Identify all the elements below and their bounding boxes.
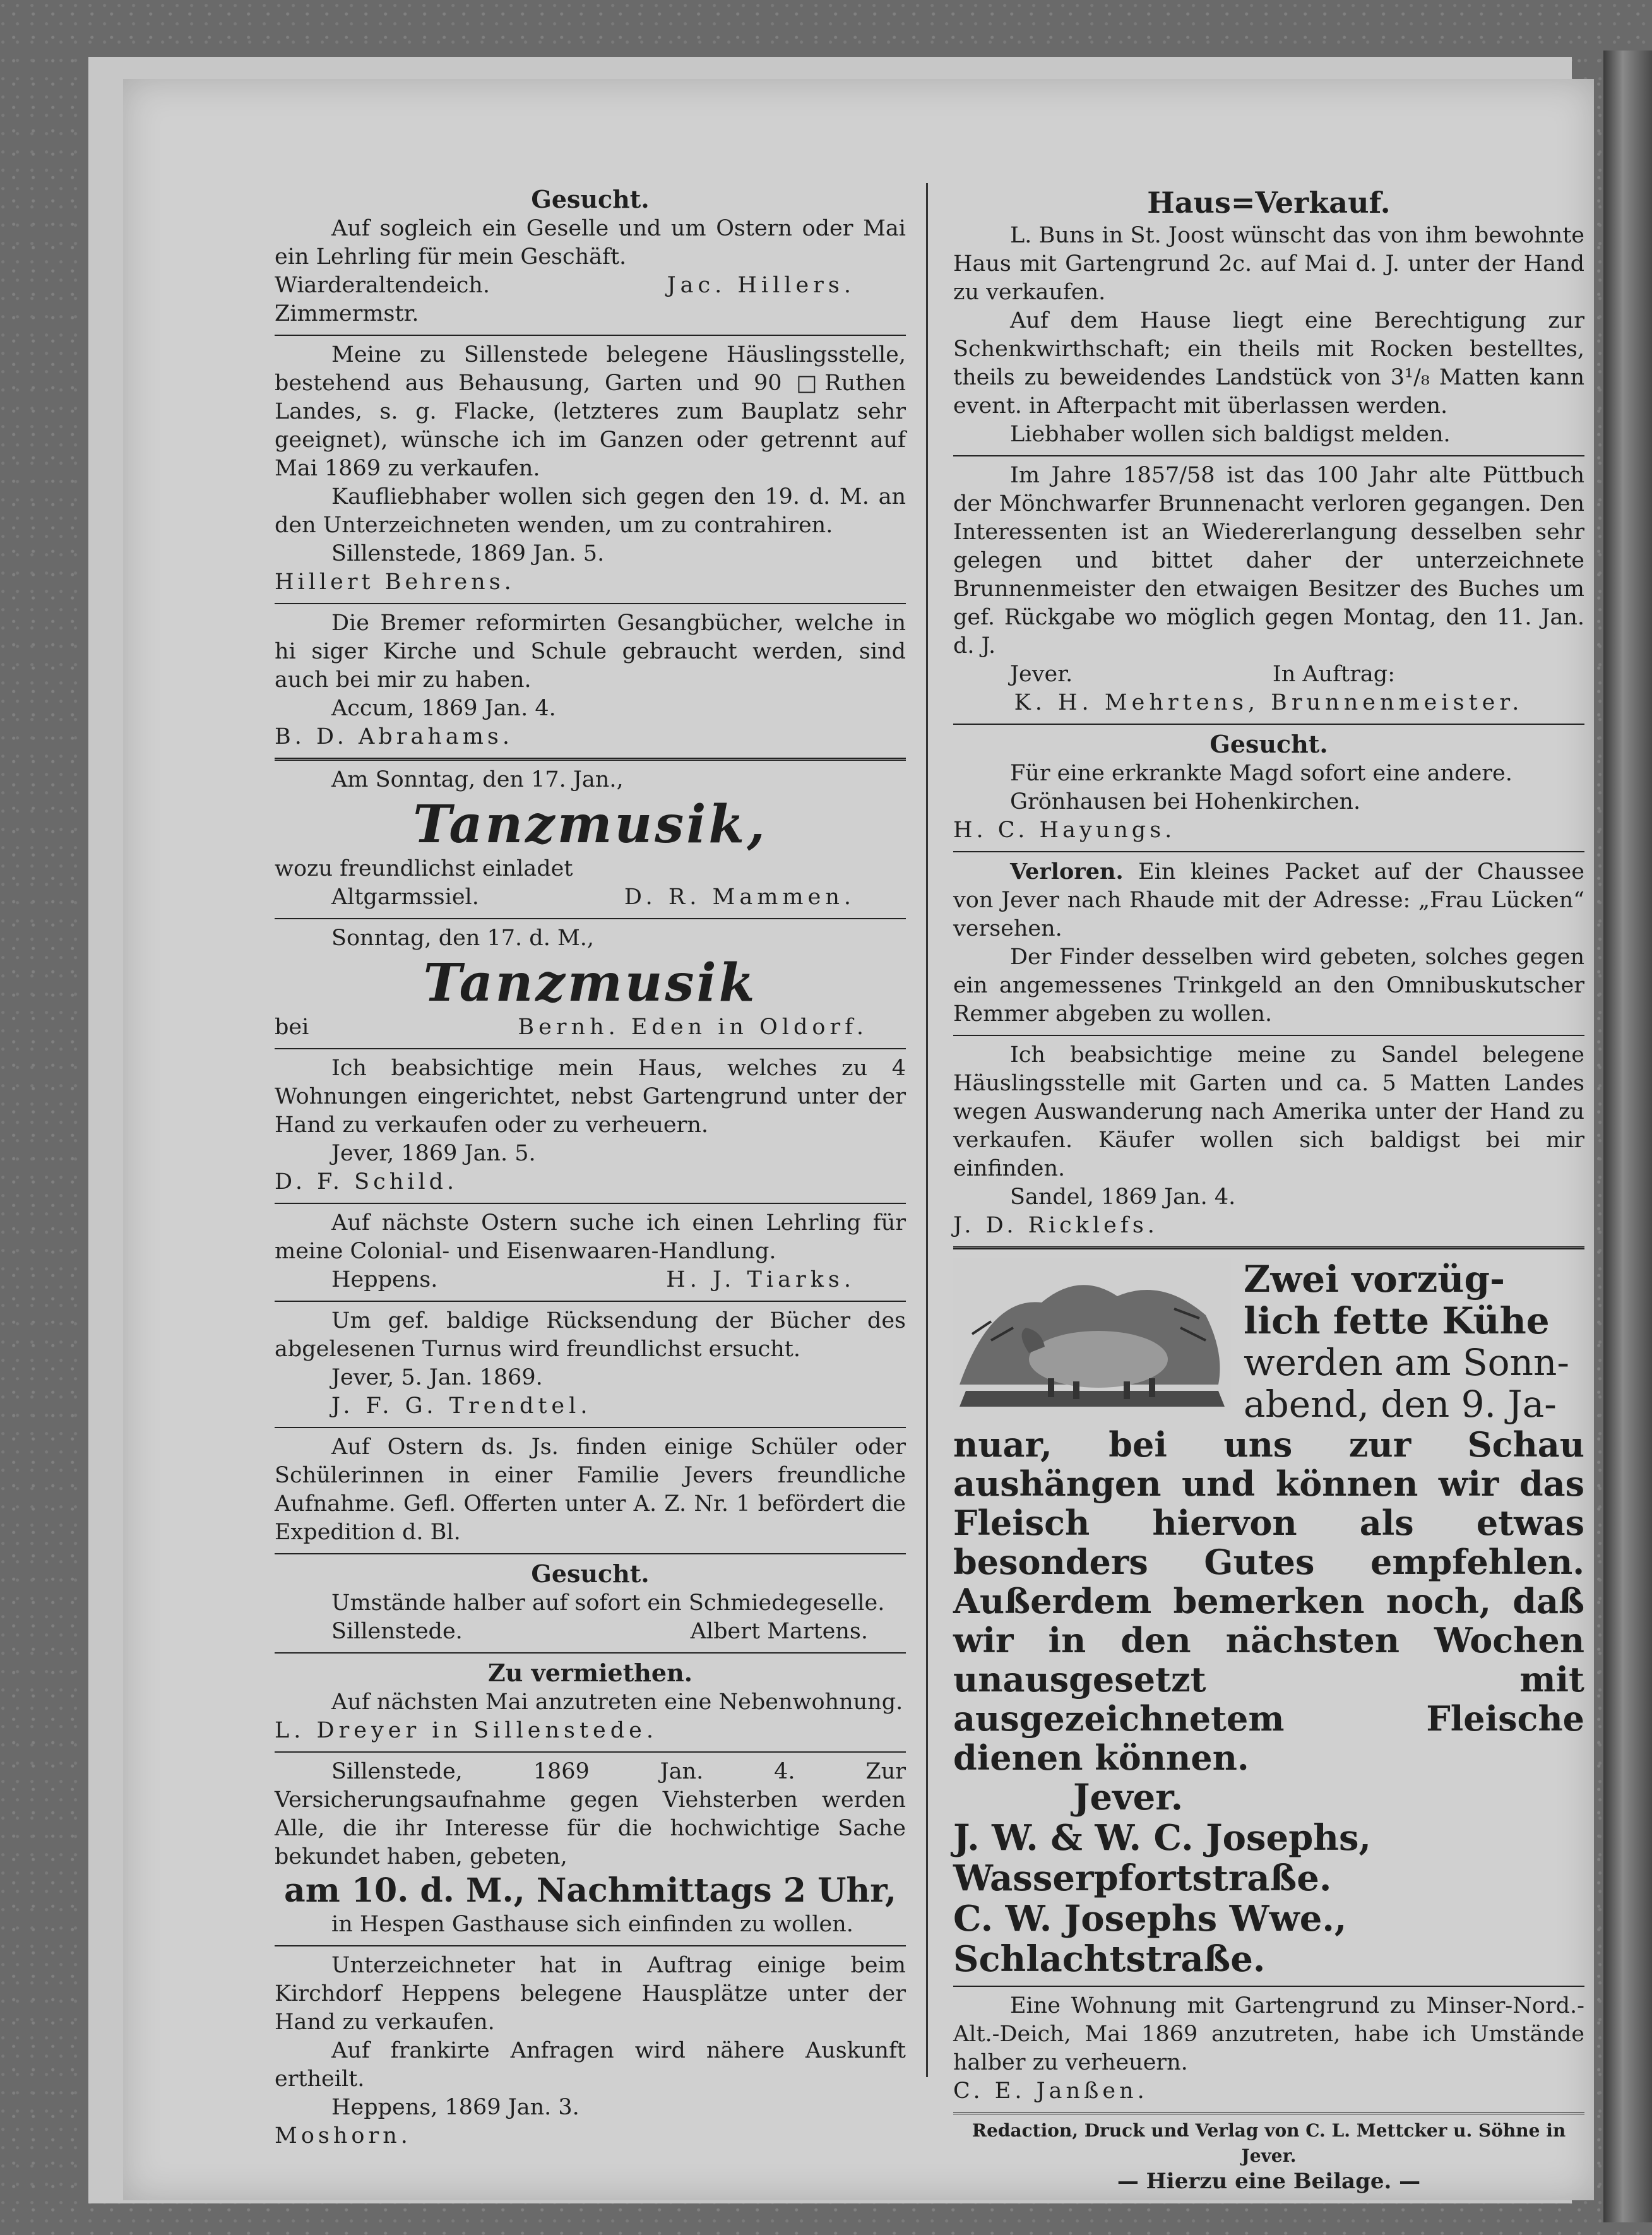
ad-signer: Bernh. Eden in Oldorf.: [518, 1015, 868, 1040]
ad-dateline: Jever, 5. Jan. 1869.: [331, 1365, 543, 1390]
ad-signer-title: Zimmermstr.: [275, 301, 419, 326]
ad-signer-1: J. W. & W. C. Josephs,: [953, 1817, 1371, 1859]
ad-body: Auf nächste Ostern suche ich einen Lehrling für meine Colonial- und Eisenwaaren-Handlung.: [275, 1210, 906, 1264]
ad-body: Sillenstede, 1869 Jan. 4. Zur Versicherungsaufnahme gegen Viehsterben werden Alle, die ihr Interesse für die hochwichtige Sache bekundet haben, gebeten,: [275, 1759, 906, 1869]
ad-place: Jever.: [1073, 1777, 1184, 1818]
ad-signer: D. R. Mammen.: [624, 885, 855, 910]
imprint-footer: [953, 2112, 1584, 2194]
ad-body: Um gef. baldige Rücksendung der Bücher des abgelesenen Turnus wird freundlichst ersucht.: [275, 1308, 906, 1362]
ad-body: Die Bremer reformirten Gesangbücher, welche in hi siger Kirche und Schule gebraucht werden, sind auch bei mir zu haben.: [275, 611, 906, 693]
ad-body: Auf sogleich ein Geselle und um Ostern oder Mai ein Lehrling für mein Geschäft.: [275, 216, 906, 270]
book-spine: [1603, 51, 1652, 2222]
ad-signer: D. F. Schild.: [275, 1169, 458, 1195]
ad-haus-schild: [275, 1048, 906, 1203]
ad-dateline: Accum, 1869 Jan. 4.: [331, 696, 556, 721]
ad-heading: Gesucht.: [531, 185, 650, 213]
right-column: [953, 180, 1584, 2194]
ad-title: Tanzmusik: [423, 953, 758, 1013]
ad-body: L. Buns in St. Joost wünscht das von ihm bewohnte Haus mit Gartengrund 2c. auf Mai d. J. unter der Hand zu verkaufen.: [953, 223, 1584, 305]
ad-gesucht-hayungs: [953, 724, 1584, 851]
left-column: [275, 180, 906, 2157]
ad-signer: H. C. Hayungs.: [953, 818, 1176, 843]
ad-puettbuch-mehrtens: [953, 455, 1584, 724]
ad-line: wozu freundlichst einladet: [275, 856, 573, 881]
ad-signer: H. J. Tiarks.: [666, 1267, 855, 1292]
ad-schueler-aufnahme: [275, 1427, 906, 1553]
ad-pre: bei: [275, 1015, 309, 1040]
ad-place: Altgarmssiel.: [331, 885, 479, 910]
ad-body: Auf Ostern ds. Js. finden einige Schüler oder Schülerinnen in einer Familie Jevers freundliche Aufnahme. Gefl. Offerten unter A. Z. Nr. 1 befördert die Expedition d. Bl.: [275, 1434, 906, 1545]
ad-line-4: abend, den 9. Ja-: [1244, 1383, 1557, 1426]
ad-body: Auf nächsten Mai anzutreten eine Nebenwohnung.: [331, 1690, 903, 1715]
ad-haus-verkauf: [953, 180, 1584, 455]
ad-signer: Hillert Behrens.: [275, 569, 515, 595]
ad-title: Tanzmusik,: [413, 794, 768, 855]
ad-intro: Am Sonntag, den 17. Jan.,: [331, 767, 624, 792]
ad-dateline: Jever, 1869 Jan. 5.: [331, 1141, 536, 1166]
ad-dateline: Heppens, 1869 Jan. 3.: [331, 2095, 579, 2120]
ad-haeuslingsstelle-behrens: [275, 335, 906, 603]
ad-signer: L. Dreyer in Sillenstede.: [275, 1718, 658, 1743]
ad-signer: Jac. Hillers.: [667, 273, 855, 298]
ad-body: Im Jahre 1857/58 ist das 100 Jahr alte Püttbuch der Mönchwarfer Brunnenacht verloren gegangen. Den Interessenten ist an Wiedererlangung desselben sehr gelegen und bittet daher der unterzeichnete Brunnenmeister den etwaigen Besitzer des Buches um gef. Rückgabe wo möglich gegen Montag, den 11. Jan. d. J.: [953, 463, 1584, 659]
ad-place: Wiarderaltendeich.: [275, 273, 490, 298]
ad-body: Ich beabsichtige meine zu Sandel belegene Häuslingsstelle mit Garten und ca. 5 Matten Landes wegen Auswanderung nach Amerika unter der Hand zu verkaufen. Käufer wollen sich baldigst bei mir einfinden.: [953, 1042, 1584, 1181]
ad-dateline: Sandel, 1869 Jan. 4.: [1010, 1184, 1236, 1210]
ad-body-2: Auf dem Hause liegt eine Berechtigung zur Schenkwirthschaft; ein theils mit Rocken bestelltes, theils zu beweidendes Landstück von 3¹/₈ Matten kann event. in Afterpacht mit überlassen werden.: [953, 308, 1584, 419]
ad-tanzmusik-eden: [275, 918, 906, 1048]
ad-place: Heppens.: [331, 1267, 438, 1292]
column-divider: [926, 183, 928, 2077]
ad-body: Für eine erkrankte Magd sofort eine andere.: [1010, 761, 1512, 786]
ad-body: Umstände halber auf sofort ein Schmiedegeselle.: [331, 1590, 885, 1616]
ad-body-2: Kaufliebhaber wollen sich gegen den 19. d. M. an den Unterzeichneten wenden, um zu contrahiren.: [275, 484, 906, 538]
ad-street-2: Schlachtstraße.: [953, 1938, 1266, 1980]
ad-heading: Zu vermiethen.: [488, 1659, 692, 1687]
ad-place: Sillenstede.: [331, 1619, 463, 1644]
ad-buecher-trendtel: [275, 1301, 906, 1427]
ad-lead: Verloren.: [1010, 859, 1124, 885]
ad-line-3: werden am Sonn-: [1244, 1341, 1569, 1384]
ad-body-2: Der Finder desselben wird gebeten, solches gegen ein angemessenes Trinkgeld an den Omnibuskutscher Remmer abgeben zu wollen.: [953, 945, 1584, 1027]
ad-signer: B. D. Abrahams.: [275, 724, 513, 749]
ad-vermiethen-dreyer: [275, 1652, 906, 1751]
ad-verloren: [953, 851, 1584, 1035]
ad-place: Grönhausen bei Hohenkirchen.: [1010, 789, 1361, 814]
ad-body-3: Liebhaber wollen sich baldigst melden.: [1010, 422, 1451, 447]
ad-signer: Moshorn.: [275, 2123, 412, 2149]
ad-gesucht-martens: [275, 1553, 906, 1652]
imprint-line: Redaction, Druck und Verlag von C. L. Mettcker u. Söhne in Jever.: [972, 2120, 1566, 2166]
ad-kuehe-josephs: [953, 1246, 1584, 1986]
ad-gesucht-hillers: [275, 180, 906, 335]
ad-body: Ich beabsichtige mein Haus, welches zu 4 Wohnungen eingerichtet, nebst Gartengrund unter der Hand zu verkaufen oder zu verheuern.: [275, 1056, 906, 1138]
ad-signer: J. F. G. Trendtel.: [331, 1393, 592, 1419]
ad-wohnung-janssen: [953, 1986, 1584, 2112]
ad-big-line: am 10. d. M., Nachmittags 2 Uhr,: [284, 1871, 896, 1910]
ad-lehrling-tiarks: [275, 1203, 906, 1301]
ad-gesangbuecher-abrahams: [275, 603, 906, 758]
ad-dateline: Sillenstede, 1869 Jan. 5.: [331, 541, 605, 566]
ad-viehsterben: [275, 1751, 906, 1945]
ad-body: Eine Wohnung mit Gartengrund zu Minser-Nord.-Alt.-Deich, Mai 1869 anzutreten, habe ich Umstände halber zu verheuern.: [953, 1993, 1584, 2075]
ad-heading: Gesucht.: [531, 1559, 650, 1588]
ad-body-2: in Hespen Gasthause sich einfinden zu wollen.: [331, 1912, 853, 1937]
ad-signer-2: C. W. Josephs Wwe.,: [953, 1898, 1347, 1940]
ad-street-1: Wasserpfortstraße.: [953, 1857, 1332, 1899]
ad-tanzmusik-mammen: [275, 758, 906, 918]
ad-sandel-ricklefs: [953, 1035, 1584, 1246]
ad-line-1: Zwei vorzüg-: [1244, 1258, 1506, 1301]
ad-commission: In Auftrag:: [1272, 662, 1395, 687]
ad-place: Jever.: [1010, 662, 1073, 687]
ad-signer: K. H. Mehrtens, Brunnenmeister.: [1014, 690, 1524, 715]
ad-body: nuar, bei uns zur Schau aushängen und können wir das Fleisch hiervon als etwas besonders Gutes empfehlen. Außerdem bemerken noch, daß wir in den nächsten Wochen unausgesetzt mit ausgezeichnetem Fleische dienen können.: [953, 1424, 1584, 1778]
cow-engraving-image: [953, 1258, 1231, 1410]
ad-body: Meine zu Sillenstede belegene Häuslingsstelle, bestehend aus Behausung, Garten und 90 □Ruthen Landes, s. g. Flacke, (letzteres zum Bauplatz sehr geeignet), wünsche ich im Ganzen oder getrennt auf Mai 1869 zu verkaufen.: [275, 342, 906, 481]
ad-heading: Gesucht.: [1209, 730, 1328, 758]
ad-line-2: lich fette Kühe: [1244, 1299, 1550, 1342]
ad-body-2: Auf frankirte Anfragen wird nähere Auskunft ertheilt.: [275, 2038, 906, 2092]
ad-signer: C. E. Janßen.: [953, 2078, 1148, 2104]
ad-heading: Haus=Verkauf.: [1147, 186, 1391, 220]
ad-intro: Sonntag, den 17. d. M.,: [331, 926, 595, 951]
ad-body: Unterzeichneter hat in Auftrag einige beim Kirchdorf Heppens belegene Hausplätze unter der Hand zu verkaufen.: [275, 1953, 906, 2035]
supplement-note: — Hierzu eine Beilage. —: [1117, 2169, 1421, 2194]
ad-signer: J. D. Ricklefs.: [953, 1213, 1158, 1238]
ad-signer: Albert Martens.: [690, 1619, 868, 1644]
ad-body: Ein kleines Packet auf der Chaussee von Jever nach Rhaude mit der Adresse: „Frau Lücken“ versehen.: [953, 859, 1584, 941]
ad-hausplaetze-moshorn: [275, 1945, 906, 2157]
